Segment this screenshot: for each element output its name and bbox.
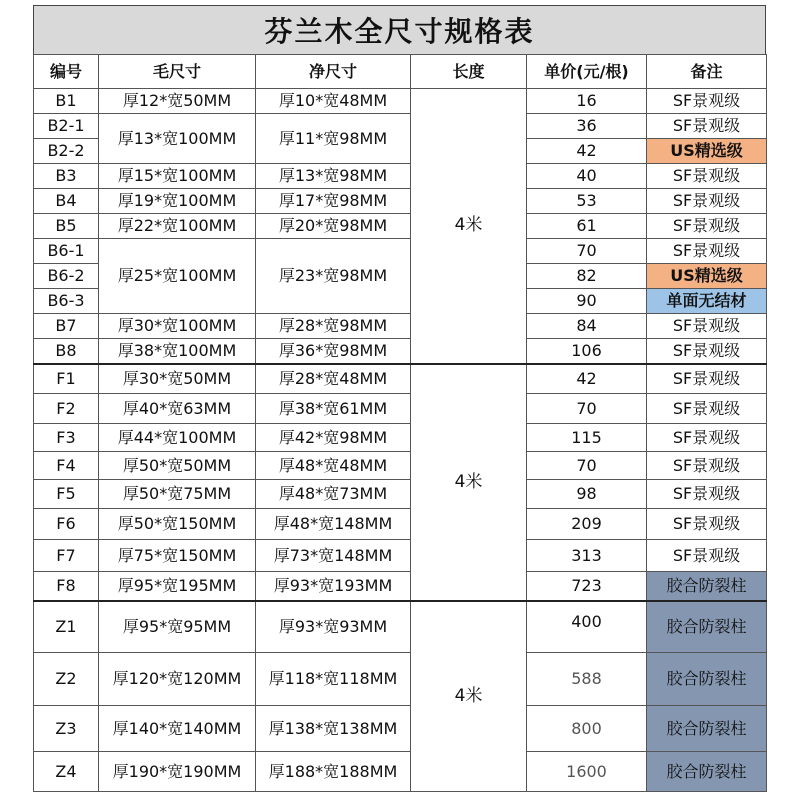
rough-size-cell: 厚30*宽50MM <box>99 364 256 394</box>
code-cell: B6-3 <box>34 289 99 314</box>
code-cell: F8 <box>34 572 99 601</box>
length-cell: 4米 <box>411 601 527 792</box>
table-row <box>34 540 767 572</box>
net-size-cell: 厚48*宽148MM <box>256 509 411 540</box>
length-cell: 4米 <box>411 364 527 601</box>
remark-cell-knot-free: 单面无结材 <box>647 289 767 314</box>
spec-sheet <box>33 5 766 792</box>
rough-size-cell: 厚19*宽100MM <box>99 189 256 214</box>
title-bar <box>33 5 766 54</box>
header-length: 长度 <box>411 55 527 89</box>
price-cell: 36 <box>527 114 647 139</box>
price-cell: 98 <box>527 480 647 509</box>
table-row <box>34 601 767 653</box>
net-size-cell: 厚10*宽48MM <box>256 89 411 114</box>
rough-size-cell: 厚75*宽150MM <box>99 540 256 572</box>
net-size-cell: 厚28*宽98MM <box>256 314 411 339</box>
code-cell: B1 <box>34 89 99 114</box>
net-size-cell: 厚93*宽193MM <box>256 572 411 601</box>
table-row <box>34 339 767 364</box>
code-cell: B2-2 <box>34 139 99 164</box>
price-cell: 70 <box>527 452 647 480</box>
code-cell: B8 <box>34 339 99 364</box>
net-size-cell: 厚17*宽98MM <box>256 189 411 214</box>
code-cell: F2 <box>34 394 99 424</box>
net-size-cell: 厚28*宽48MM <box>256 364 411 394</box>
net-size-cell: 厚48*宽48MM <box>256 452 411 480</box>
header-remark: 备注 <box>647 55 767 89</box>
code-cell: B6-2 <box>34 264 99 289</box>
rough-size-cell: 厚22*宽100MM <box>99 214 256 239</box>
table-row <box>34 480 767 509</box>
code-cell: B2-1 <box>34 114 99 139</box>
table-row <box>34 214 767 239</box>
table-row <box>34 706 767 752</box>
remark-cell-us-grade: US精选级 <box>647 264 767 289</box>
remark-cell: SF景观级 <box>647 89 767 114</box>
price-cell: 90 <box>527 289 647 314</box>
price-cell: 400 <box>527 601 647 653</box>
code-cell: Z2 <box>34 653 99 706</box>
rough-size-cell: 厚15*宽100MM <box>99 164 256 189</box>
remark-cell: SF景观级 <box>647 364 767 394</box>
rough-size-cell: 厚50*宽50MM <box>99 452 256 480</box>
header-rough-size: 毛尺寸 <box>99 55 256 89</box>
rough-size-cell: 厚44*宽100MM <box>99 424 256 452</box>
header-row <box>34 55 767 89</box>
net-size-cell: 厚20*宽98MM <box>256 214 411 239</box>
price-cell: 70 <box>527 239 647 264</box>
remark-cell: SF景观级 <box>647 239 767 264</box>
table-row <box>34 239 767 264</box>
rough-size-cell: 厚12*宽50MM <box>99 89 256 114</box>
rough-size-cell: 厚13*宽100MM <box>99 114 256 164</box>
price-cell: 61 <box>527 214 647 239</box>
rough-size-cell: 厚38*宽100MM <box>99 339 256 364</box>
code-cell: Z4 <box>34 752 99 792</box>
remark-cell: SF景观级 <box>647 452 767 480</box>
price-cell: 723 <box>527 572 647 601</box>
table-row <box>34 394 767 424</box>
price-cell: 115 <box>527 424 647 452</box>
price-cell: 209 <box>527 509 647 540</box>
table-row <box>34 364 767 394</box>
price-cell: 42 <box>527 139 647 164</box>
code-cell: B6-1 <box>34 239 99 264</box>
rough-size-cell: 厚50*宽150MM <box>99 509 256 540</box>
net-size-cell: 厚48*宽73MM <box>256 480 411 509</box>
code-cell: B4 <box>34 189 99 214</box>
price-cell: 313 <box>527 540 647 572</box>
remark-cell-glued-post: 胶合防裂柱 <box>647 752 767 792</box>
remark-cell-glued-post: 胶合防裂柱 <box>647 601 767 653</box>
remark-cell-glued-post: 胶合防裂柱 <box>647 572 767 601</box>
remark-cell-glued-post: 胶合防裂柱 <box>647 706 767 752</box>
table-row <box>34 424 767 452</box>
rough-size-cell: 厚40*宽63MM <box>99 394 256 424</box>
table-row <box>34 752 767 792</box>
rough-size-cell: 厚190*宽190MM <box>99 752 256 792</box>
rough-size-cell: 厚95*宽95MM <box>99 601 256 653</box>
remark-cell: SF景观级 <box>647 394 767 424</box>
price-cell: 70 <box>527 394 647 424</box>
net-size-cell: 厚93*宽93MM <box>256 601 411 653</box>
remark-cell: SF景观级 <box>647 164 767 189</box>
rough-size-cell: 厚25*宽100MM <box>99 239 256 314</box>
rough-size-cell: 厚50*宽75MM <box>99 480 256 509</box>
rough-size-cell: 厚30*宽100MM <box>99 314 256 339</box>
table-row <box>34 114 767 139</box>
remark-cell: SF景观级 <box>647 214 767 239</box>
net-size-cell: 厚23*宽98MM <box>256 239 411 314</box>
header-price: 单价(元/根) <box>527 55 647 89</box>
price-cell: 53 <box>527 189 647 214</box>
header-code: 编号 <box>34 55 99 89</box>
remark-cell: SF景观级 <box>647 189 767 214</box>
code-cell: B3 <box>34 164 99 189</box>
code-cell: F3 <box>34 424 99 452</box>
price-cell: 106 <box>527 339 647 364</box>
remark-cell: SF景观级 <box>647 424 767 452</box>
remark-cell: SF景观级 <box>647 480 767 509</box>
remark-cell-us-grade: US精选级 <box>647 139 767 164</box>
table-row <box>34 89 767 114</box>
net-size-cell: 厚36*宽98MM <box>256 339 411 364</box>
table-row <box>34 189 767 214</box>
net-size-cell: 厚188*宽188MM <box>256 752 411 792</box>
table-row <box>34 452 767 480</box>
rough-size-cell: 厚140*宽140MM <box>99 706 256 752</box>
price-cell: 82 <box>527 264 647 289</box>
net-size-cell: 厚42*宽98MM <box>256 424 411 452</box>
price-cell: 42 <box>527 364 647 394</box>
remark-cell: SF景观级 <box>647 114 767 139</box>
price-cell: 588 <box>527 653 647 706</box>
code-cell: Z3 <box>34 706 99 752</box>
remark-cell: SF景观级 <box>647 339 767 364</box>
remark-cell: SF景观级 <box>647 509 767 540</box>
net-size-cell: 厚11*宽98MM <box>256 114 411 164</box>
code-cell: B5 <box>34 214 99 239</box>
code-cell: Z1 <box>34 601 99 653</box>
code-cell: F7 <box>34 540 99 572</box>
code-cell: B7 <box>34 314 99 339</box>
net-size-cell: 厚138*宽138MM <box>256 706 411 752</box>
net-size-cell: 厚118*宽118MM <box>256 653 411 706</box>
code-cell: F1 <box>34 364 99 394</box>
table-row <box>34 314 767 339</box>
code-cell: F5 <box>34 480 99 509</box>
code-cell: F6 <box>34 509 99 540</box>
net-size-cell: 厚73*宽148MM <box>256 540 411 572</box>
net-size-cell: 厚38*宽61MM <box>256 394 411 424</box>
header-net-size: 净尺寸 <box>256 55 411 89</box>
table-row <box>34 572 767 601</box>
remark-cell: SF景观级 <box>647 314 767 339</box>
page-title: 芬兰木全尺寸规格表 <box>264 15 535 48</box>
table-row <box>34 653 767 706</box>
remark-cell-glued-post: 胶合防裂柱 <box>647 653 767 706</box>
remark-cell: SF景观级 <box>647 540 767 572</box>
price-cell: 84 <box>527 314 647 339</box>
rough-size-cell: 厚95*宽195MM <box>99 572 256 601</box>
code-cell: F4 <box>34 452 99 480</box>
rough-size-cell: 厚120*宽120MM <box>99 653 256 706</box>
price-cell: 1600 <box>527 752 647 792</box>
table-row <box>34 164 767 189</box>
price-cell: 16 <box>527 89 647 114</box>
price-cell: 40 <box>527 164 647 189</box>
net-size-cell: 厚13*宽98MM <box>256 164 411 189</box>
spec-table <box>33 54 767 792</box>
table-row <box>34 509 767 540</box>
length-cell: 4米 <box>411 89 527 364</box>
price-cell: 800 <box>527 706 647 752</box>
